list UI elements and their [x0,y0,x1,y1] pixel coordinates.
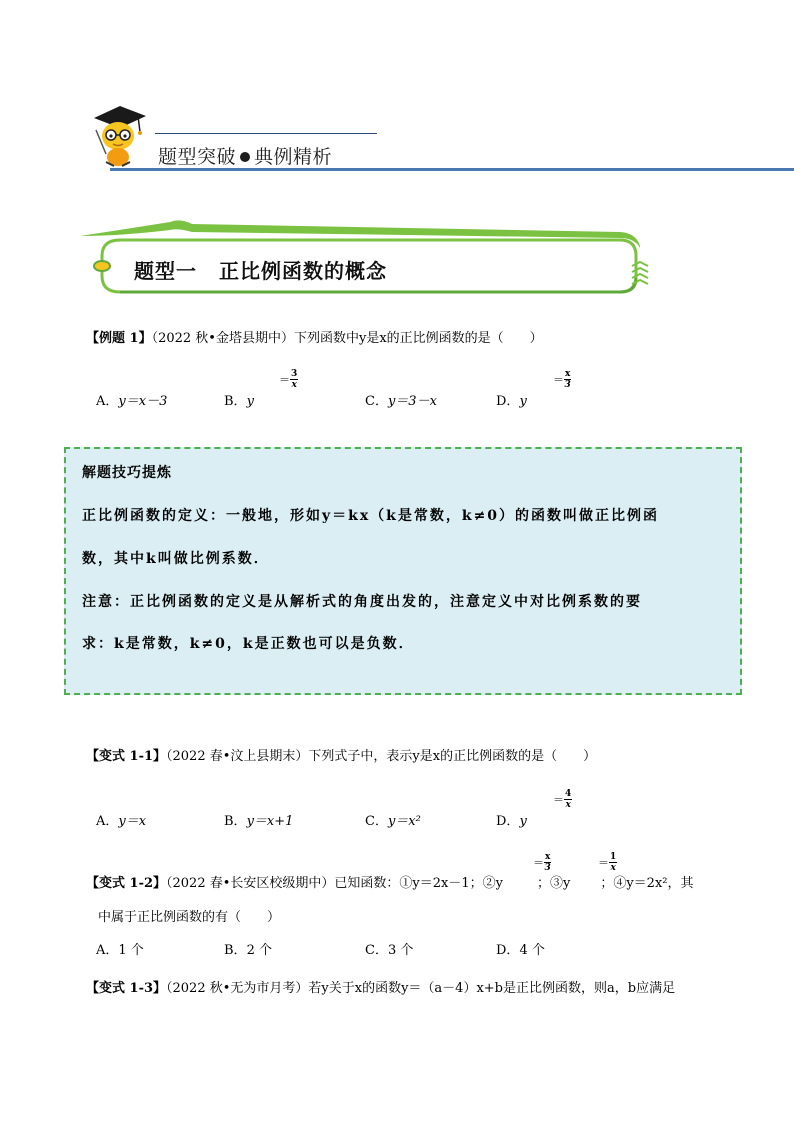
variant1-2-stem: 【变式 1-2】（2022 春•长安区校级期中）已知函数：①y＝2x－1；②y ；③y ；④y＝2x²，其 [86,876,694,891]
variant1-2-stem-line2: 中属于正比例函数的有（ ） [98,910,281,925]
variant1-1-stem: 【变式 1-1】（2022 春•汶上县期末）下列式子中，表示y是x的正比例函数的是（ ） [86,749,597,764]
header-title-left: 题型突破 [158,146,237,168]
tip-line-4: 求：k是常数，k≠0，k是正数也可以是负数． [82,636,415,652]
variant1-2-option-d: D．4 个 [496,943,545,958]
bullet-dot-icon [240,152,250,162]
example1-option-b: B．y [224,394,254,409]
variant1-2-tag: 【变式 1-2】 [86,876,167,891]
example1-option-b-fraction: ＝ $\frac{3}{x}$ [279,369,298,390]
tip-line-2: 数，其中k叫做比例系数． [82,551,270,567]
variant1-2-fraction-2: ＝ $\frac{1}{x}$ [598,852,617,873]
variant1-2-option-b: B．2 个 [224,943,272,958]
tip-box [64,447,742,695]
example1-option-d: D．y [496,394,527,409]
section-name: 正比例函数的概念 [219,259,387,283]
variant1-1-option-a: A．y＝x [96,814,147,829]
header-rule-top [155,133,377,134]
variant1-1-option-c: C．y＝x² [365,814,421,829]
section-title [134,255,387,284]
section-label: 题型一 [134,259,197,283]
variant1-2-option-a: A．1 个 [96,943,144,958]
variant1-2-fraction-1: ＝ $\frac{x}{3}$ [533,852,551,873]
page-header-title [158,142,332,169]
example1-tag: 【例题 1】 [86,331,152,346]
example1-option-a: A．y＝x－3 [96,394,168,409]
example1-option-d-fraction: ＝ $\frac{x}{3}$ [553,369,571,390]
example1-stem [86,327,543,346]
graduate-mascot-icon [88,102,148,168]
example1-question: 下列函数中y是x的正比例函数的是（ ） [293,331,543,346]
header-title-right: 典例精析 [254,146,333,168]
variant1-1-tag: 【变式 1-1】 [86,749,167,764]
tip-line-1: 正比例函数的定义：一般地，形如y＝kx（k是常数，k≠0）的函数叫做正比例函 [82,508,660,524]
tip-heading: 解题技巧提炼 [82,465,172,481]
header-rule-bottom [110,168,794,171]
variant1-2-option-c: C．3 个 [365,943,414,958]
variant1-1-option-d-fraction: ＝ $\frac{4}{x}$ [553,789,572,810]
variant1-3-tag: 【变式 1-3】 [86,981,167,996]
variant1-3-stem: 【变式 1-3】（2022 秋•无为市月考）若y关于x的函数y＝（a－4）x+b是正比例函数，则a，b应满足 [86,981,676,996]
tip-line-3: 注意：正比例函数的定义是从解析式的角度出发的，注意定义中对比例系数的要 [82,594,642,610]
example1-option-c: C．y＝3－x [365,394,437,409]
variant1-1-option-b: B．y＝x+1 [224,814,294,829]
variant1-1-option-d: D．y [496,814,527,829]
example1-source: （2022 秋•金塔县期中） [151,331,294,346]
